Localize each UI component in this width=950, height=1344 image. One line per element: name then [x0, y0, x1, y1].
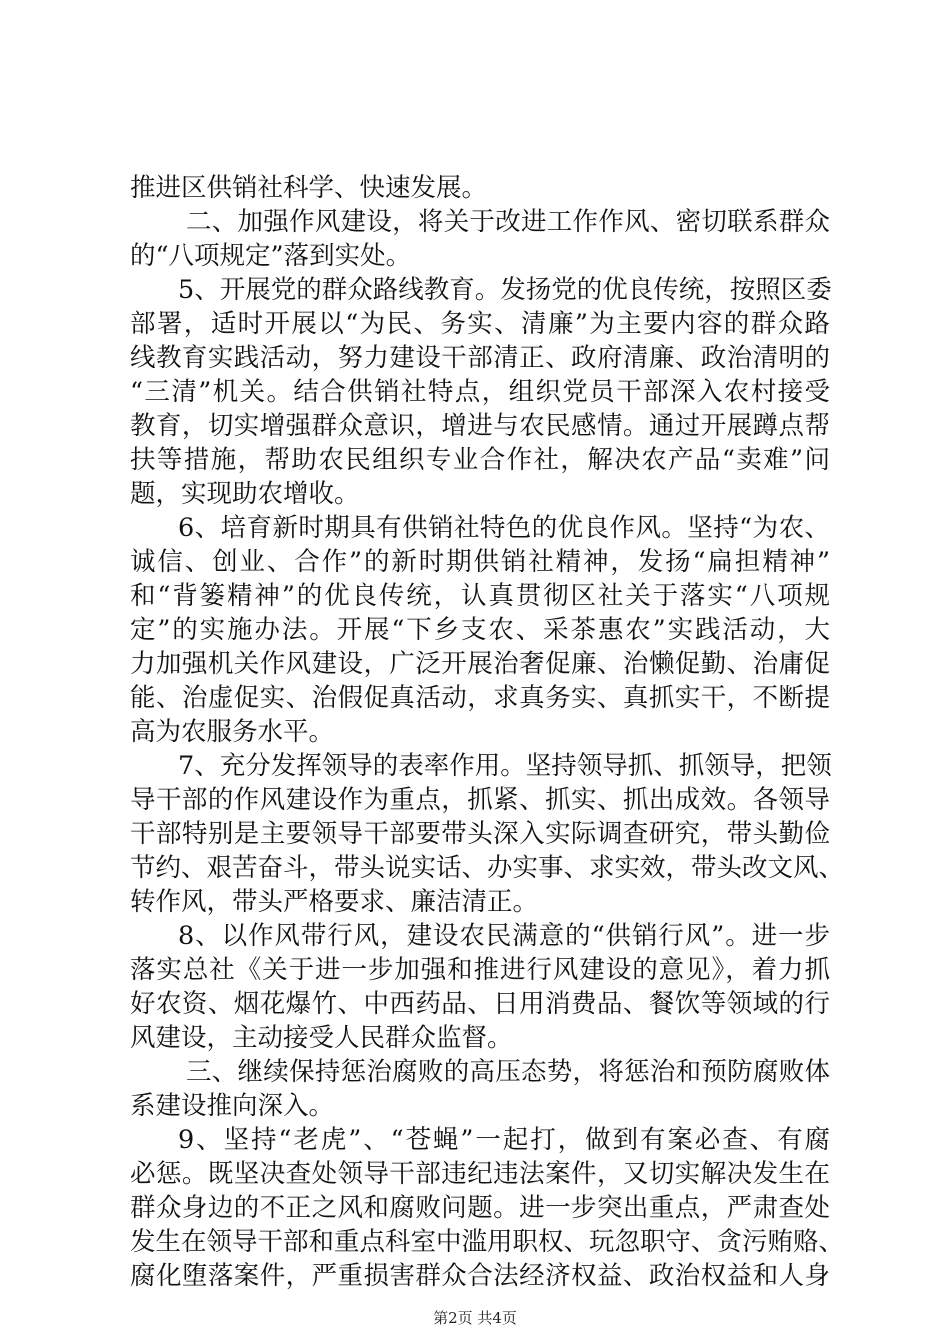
text-line: 教育，切实增强群众意识，增进与农民感情。通过开展蹲点帮 — [130, 411, 830, 441]
text-line: 群众身边的不正之风和腐败问题。进一步突出重点，严肃查处 — [130, 1193, 830, 1223]
text-line: 高为农服务水平。 — [130, 717, 335, 747]
section-heading: 二、加强作风建设，将关于改进工作作风、密切联系群众 — [186, 207, 830, 237]
text-line: “三清”机关。结合供销社特点，组织党员干部深入农村接受 — [130, 377, 830, 407]
text-line: 力加强机关作风建设，广泛开展治奢促廉、治懒促勤、治庸促 — [130, 649, 830, 679]
text-line: 线教育实践活动，努力建设干部清正、政府清廉、政治清明的 — [130, 343, 830, 373]
text-line: 节约、艰苦奋斗，带头说实话、办实事、求实效，带头改文风、 — [130, 853, 845, 883]
text-line: 导干部的作风建设作为重点，抓紧、抓实、抓出成效。各领导 — [130, 785, 830, 815]
paragraph-start: 7、充分发挥领导的表率作用。坚持领导抓、抓领导，把领 — [178, 751, 832, 781]
text-line: 系建设推向深入。 — [130, 1091, 335, 1121]
text-line: 好农资、烟花爆竹、中西药品、日用消费品、餐饮等领域的行 — [130, 989, 830, 1019]
paragraph-start: 6、培育新时期具有供销社特色的优良作风。坚持“为农、 — [178, 513, 830, 543]
text-line: 腐化堕落案件，严重损害群众合法经济权益、政治权益和人身 — [130, 1261, 830, 1291]
paragraph-start: 9、坚持“老虎”、“苍蝇”一起打，做到有案必查、有腐 — [178, 1125, 830, 1155]
text-line: 和“背篓精神”的优良传统，认真贯彻区社关于落实“八项规 — [130, 581, 830, 611]
text-line: 能、治虚促实、治假促真活动，求真务实、真抓实干，不断提 — [130, 683, 830, 713]
text-line: 风建设，主动接受人民群众监督。 — [130, 1023, 513, 1053]
text-line: 发生在领导干部和重点科室中滥用职权、玩忽职守、贪污贿赂、 — [130, 1227, 845, 1257]
text-line: 部署，适时开展以“为民、务实、清廉”为主要内容的群众路 — [130, 309, 830, 339]
paragraph-start: 8、以作风带行风，建设农民满意的“供销行风”。进一步 — [178, 921, 830, 951]
paragraph-start: 5、开展党的群众路线教育。发扬党的优良传统，按照区委 — [178, 275, 832, 305]
section-heading: 三、继续保持惩治腐败的高压态势，将惩治和预防腐败体 — [186, 1057, 830, 1087]
text-line: 推进区供销社科学、快速发展。 — [130, 173, 488, 203]
page-number-footer: 第2页 共4页 — [433, 1309, 517, 1327]
text-line: 扶等措施，帮助农民组织专业合作社，解决农产品“卖难”问 — [130, 445, 830, 475]
text-line: 干部特别是主要领导干部要带头深入实际调查研究，带头勤俭 — [130, 819, 830, 849]
text-line: 转作风，带头严格要求、廉洁清正。 — [130, 887, 539, 917]
text-line: 必惩。既坚决查处领导干部违纪违法案件，又切实解决发生在 — [130, 1159, 830, 1189]
text-line: 诚信、创业、合作”的新时期供销社精神，发扬“扁担精神” — [130, 547, 830, 577]
text-line: 的“八项规定”落到实处。 — [130, 241, 412, 271]
text-line: 题，实现助农增收。 — [130, 479, 360, 509]
text-line: 定”的实施办法。开展“下乡支农、采茶惠农”实践活动，大 — [130, 615, 830, 645]
text-line: 落实总社《关于进一步加强和推进行风建设的意见》，着力抓 — [130, 955, 830, 985]
